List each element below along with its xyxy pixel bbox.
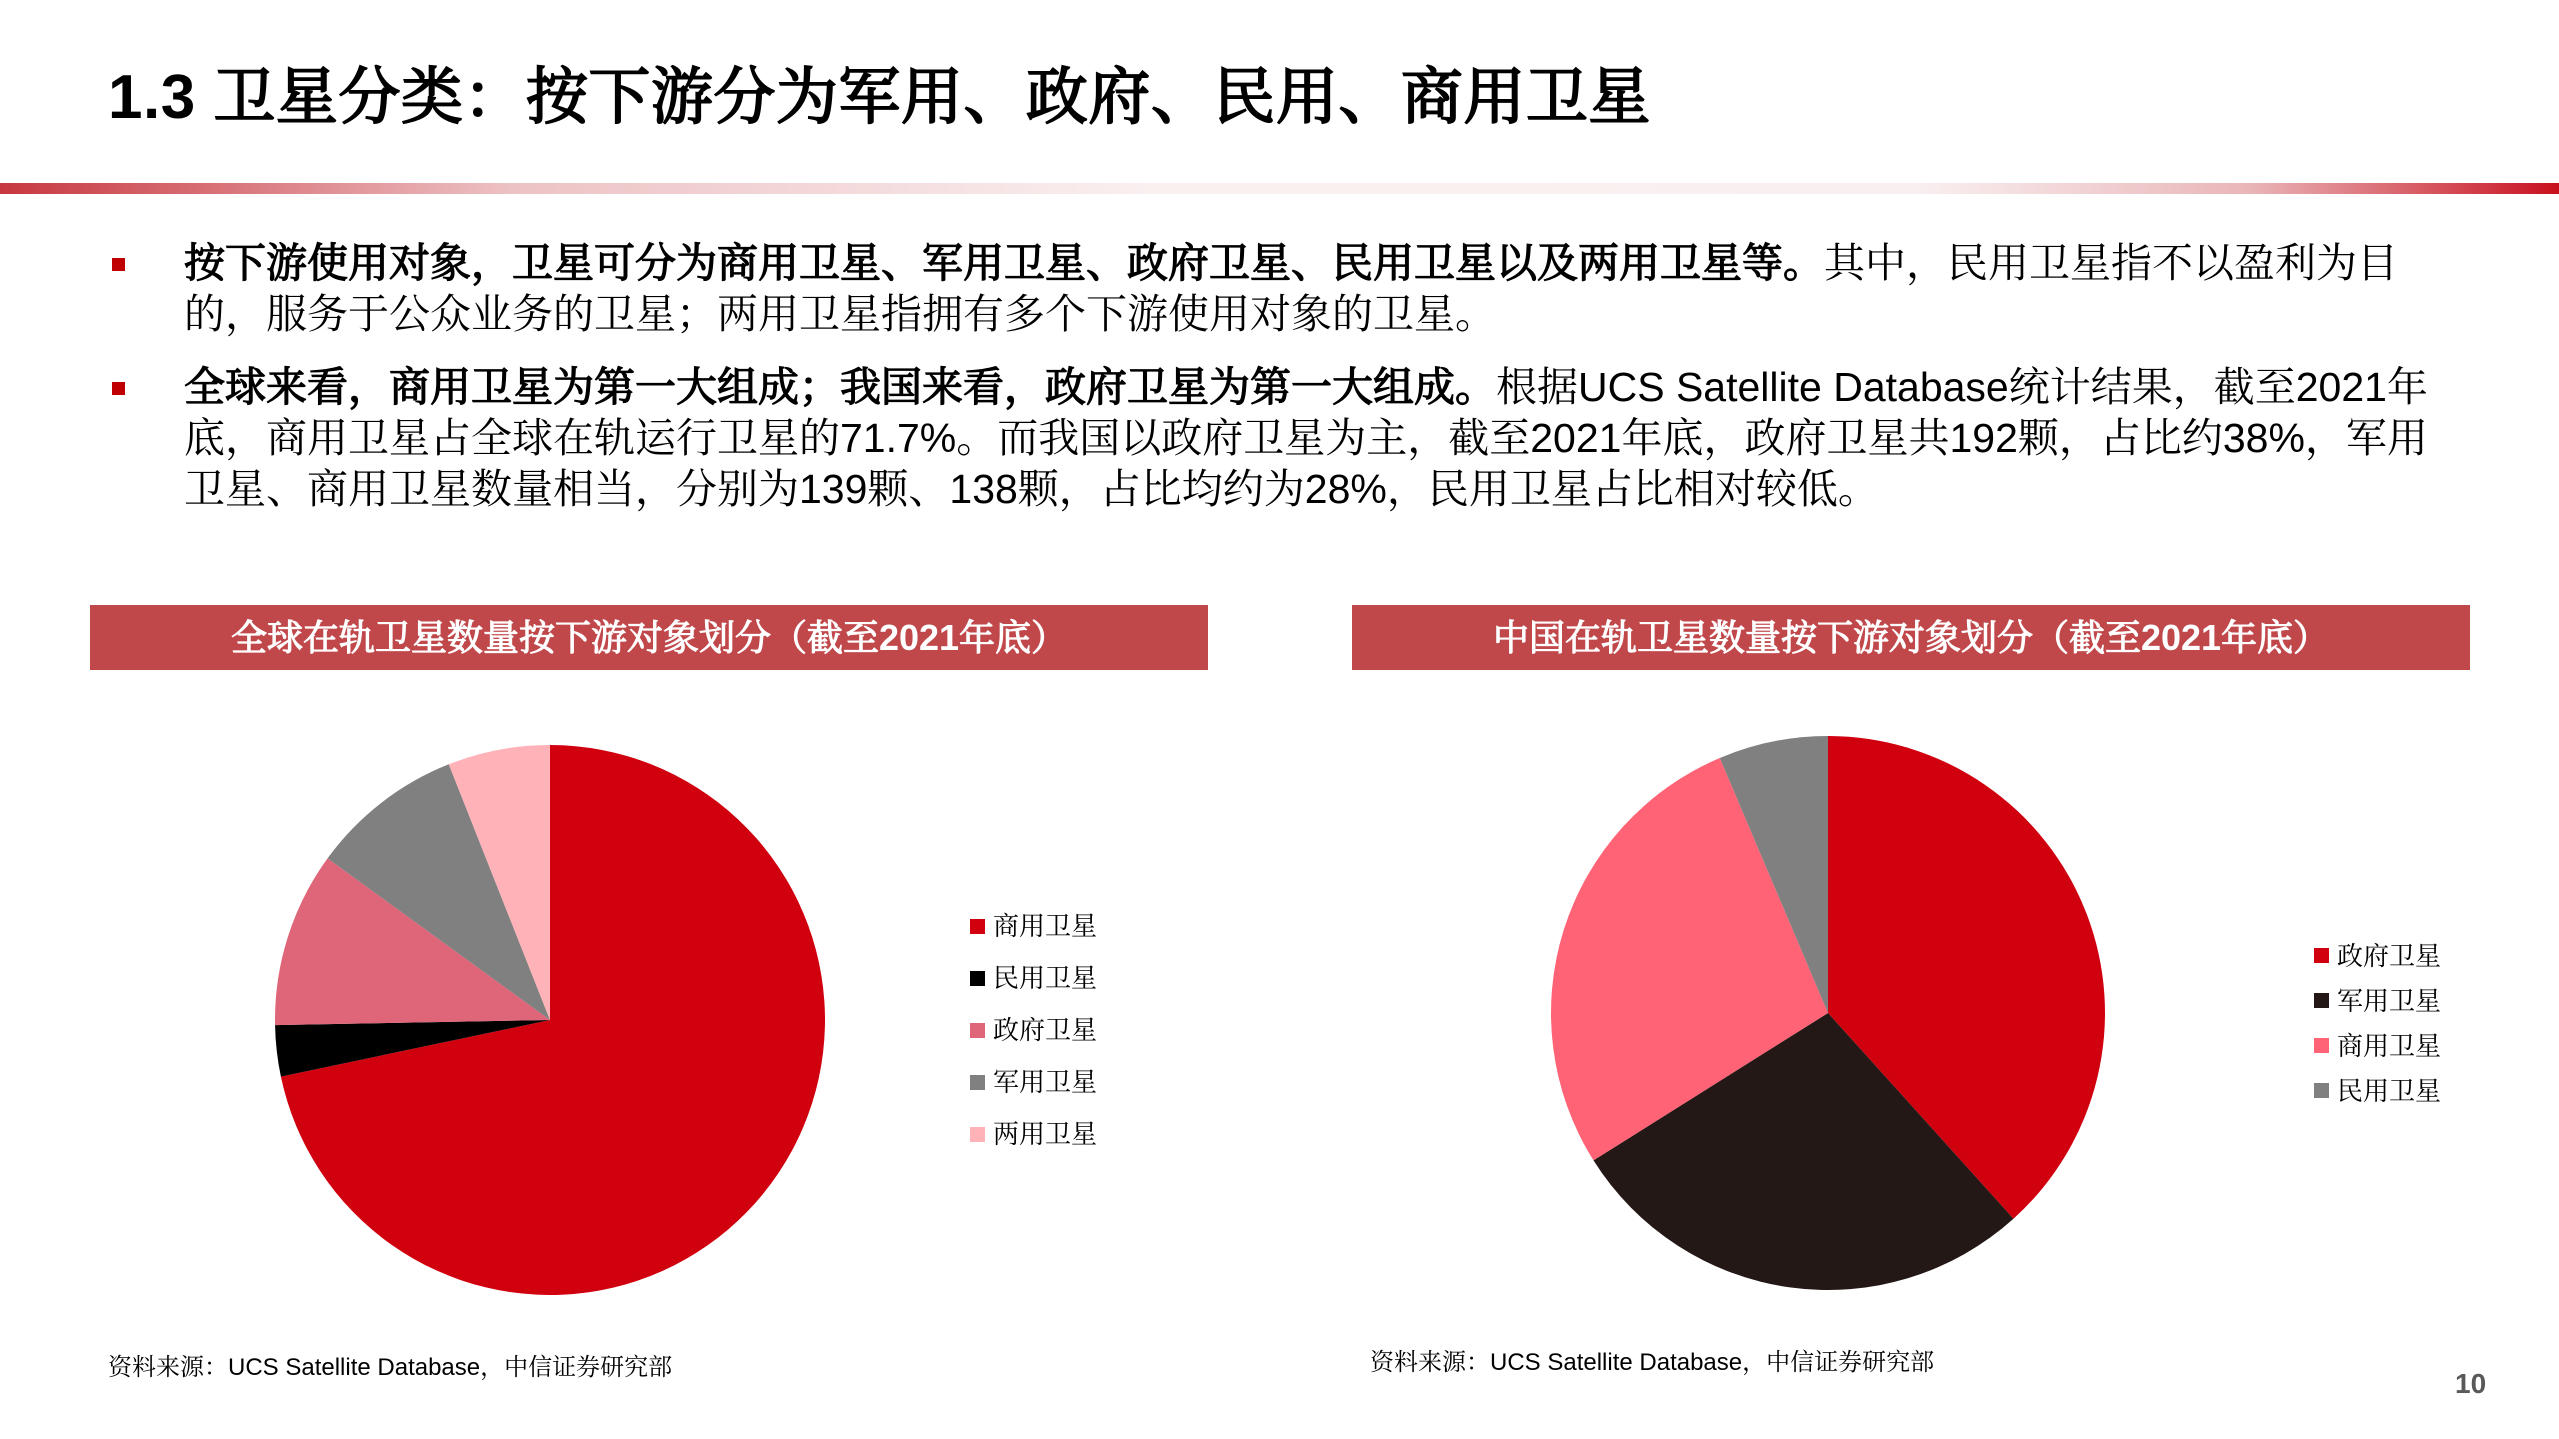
legend-item [2314, 1023, 2441, 1068]
legend-label: 政府卫星 [2337, 940, 2442, 971]
legend-label: 民用卫星 [993, 963, 1098, 993]
legend-item [970, 952, 1097, 1004]
chart-source: 资料来源：UCS Satellite Database，中信证券研究部 [108, 1354, 673, 1381]
legend-swatch [970, 919, 985, 934]
bullet-item [108, 238, 2448, 340]
page-title: 1.3 卫星分类：按下游分为军用、政府、民用、商用卫星 [108, 63, 1651, 132]
legend-item [970, 900, 1097, 952]
legend-label: 军用卫星 [993, 1067, 1098, 1097]
legend-label: 两用卫星 [993, 1119, 1098, 1149]
legend-label: 民用卫星 [2337, 1075, 2442, 1106]
legend-swatch [2314, 993, 2329, 1008]
bullet-list [108, 238, 2448, 537]
chart-legend [970, 900, 1097, 1160]
page-number: 10 [2455, 1368, 2487, 1399]
legend-swatch [970, 1075, 985, 1090]
legend-swatch [2314, 1083, 2329, 1098]
legend-item [970, 1108, 1097, 1160]
legend-label: 商用卫星 [2337, 1030, 2442, 1061]
china-pie-chart [1528, 713, 2128, 1313]
chart-source: 资料来源：UCS Satellite Database，中信证券研究部 [1370, 1349, 1935, 1376]
legend-label: 商用卫星 [993, 911, 1098, 941]
chart-title: 中国在轨卫星数量按下游对象划分（截至2021年底） [1352, 605, 2470, 670]
bullet-text: 根据UCS Satellite Database统计结果，截至2021年底，商用卫星占全球在轨运行卫星的71.7%。而我国以政府卫星为主，截至2021年底，政府卫星共192颗，占比约38%，军用卫星、商用卫星数量相当，分别为139颗、138颗，占比均约为28%，民用卫星占比相对较低。 [184, 364, 2428, 512]
legend-item [2314, 978, 2441, 1023]
legend-swatch [970, 1023, 985, 1038]
bullet-bold-text: 全球来看，商用卫星为第一大组成；我国来看，政府卫星为第一大组成。 [184, 364, 1496, 410]
bullet-bold-text: 按下游使用对象，卫星可分为商用卫星、军用卫星、政府卫星、民用卫星以及两用卫星等。 [184, 240, 1824, 286]
chart-title: 全球在轨卫星数量按下游对象划分（截至2021年底） [90, 605, 1208, 670]
legend-label: 政府卫星 [993, 1015, 1098, 1045]
bullet-item [108, 362, 2448, 515]
bullet-square-icon [112, 382, 125, 395]
legend-swatch [970, 971, 985, 986]
legend-swatch [2314, 1038, 2329, 1053]
global-pie-chart [250, 720, 850, 1320]
chart-legend [2314, 933, 2441, 1113]
legend-swatch [2314, 948, 2329, 963]
legend-item [970, 1004, 1097, 1056]
legend-item [970, 1056, 1097, 1108]
legend-swatch [970, 1127, 985, 1142]
bullet-text: 其中，民用卫星指不以盈利为目的，服务于公众业务的卫星；两用卫星指拥有多个下游使用对象的卫星。 [184, 240, 2398, 337]
legend-item [2314, 933, 2441, 978]
bullet-square-icon [112, 258, 125, 271]
title-divider [0, 183, 2559, 194]
legend-item [2314, 1068, 2441, 1113]
legend-label: 军用卫星 [2337, 985, 2442, 1016]
